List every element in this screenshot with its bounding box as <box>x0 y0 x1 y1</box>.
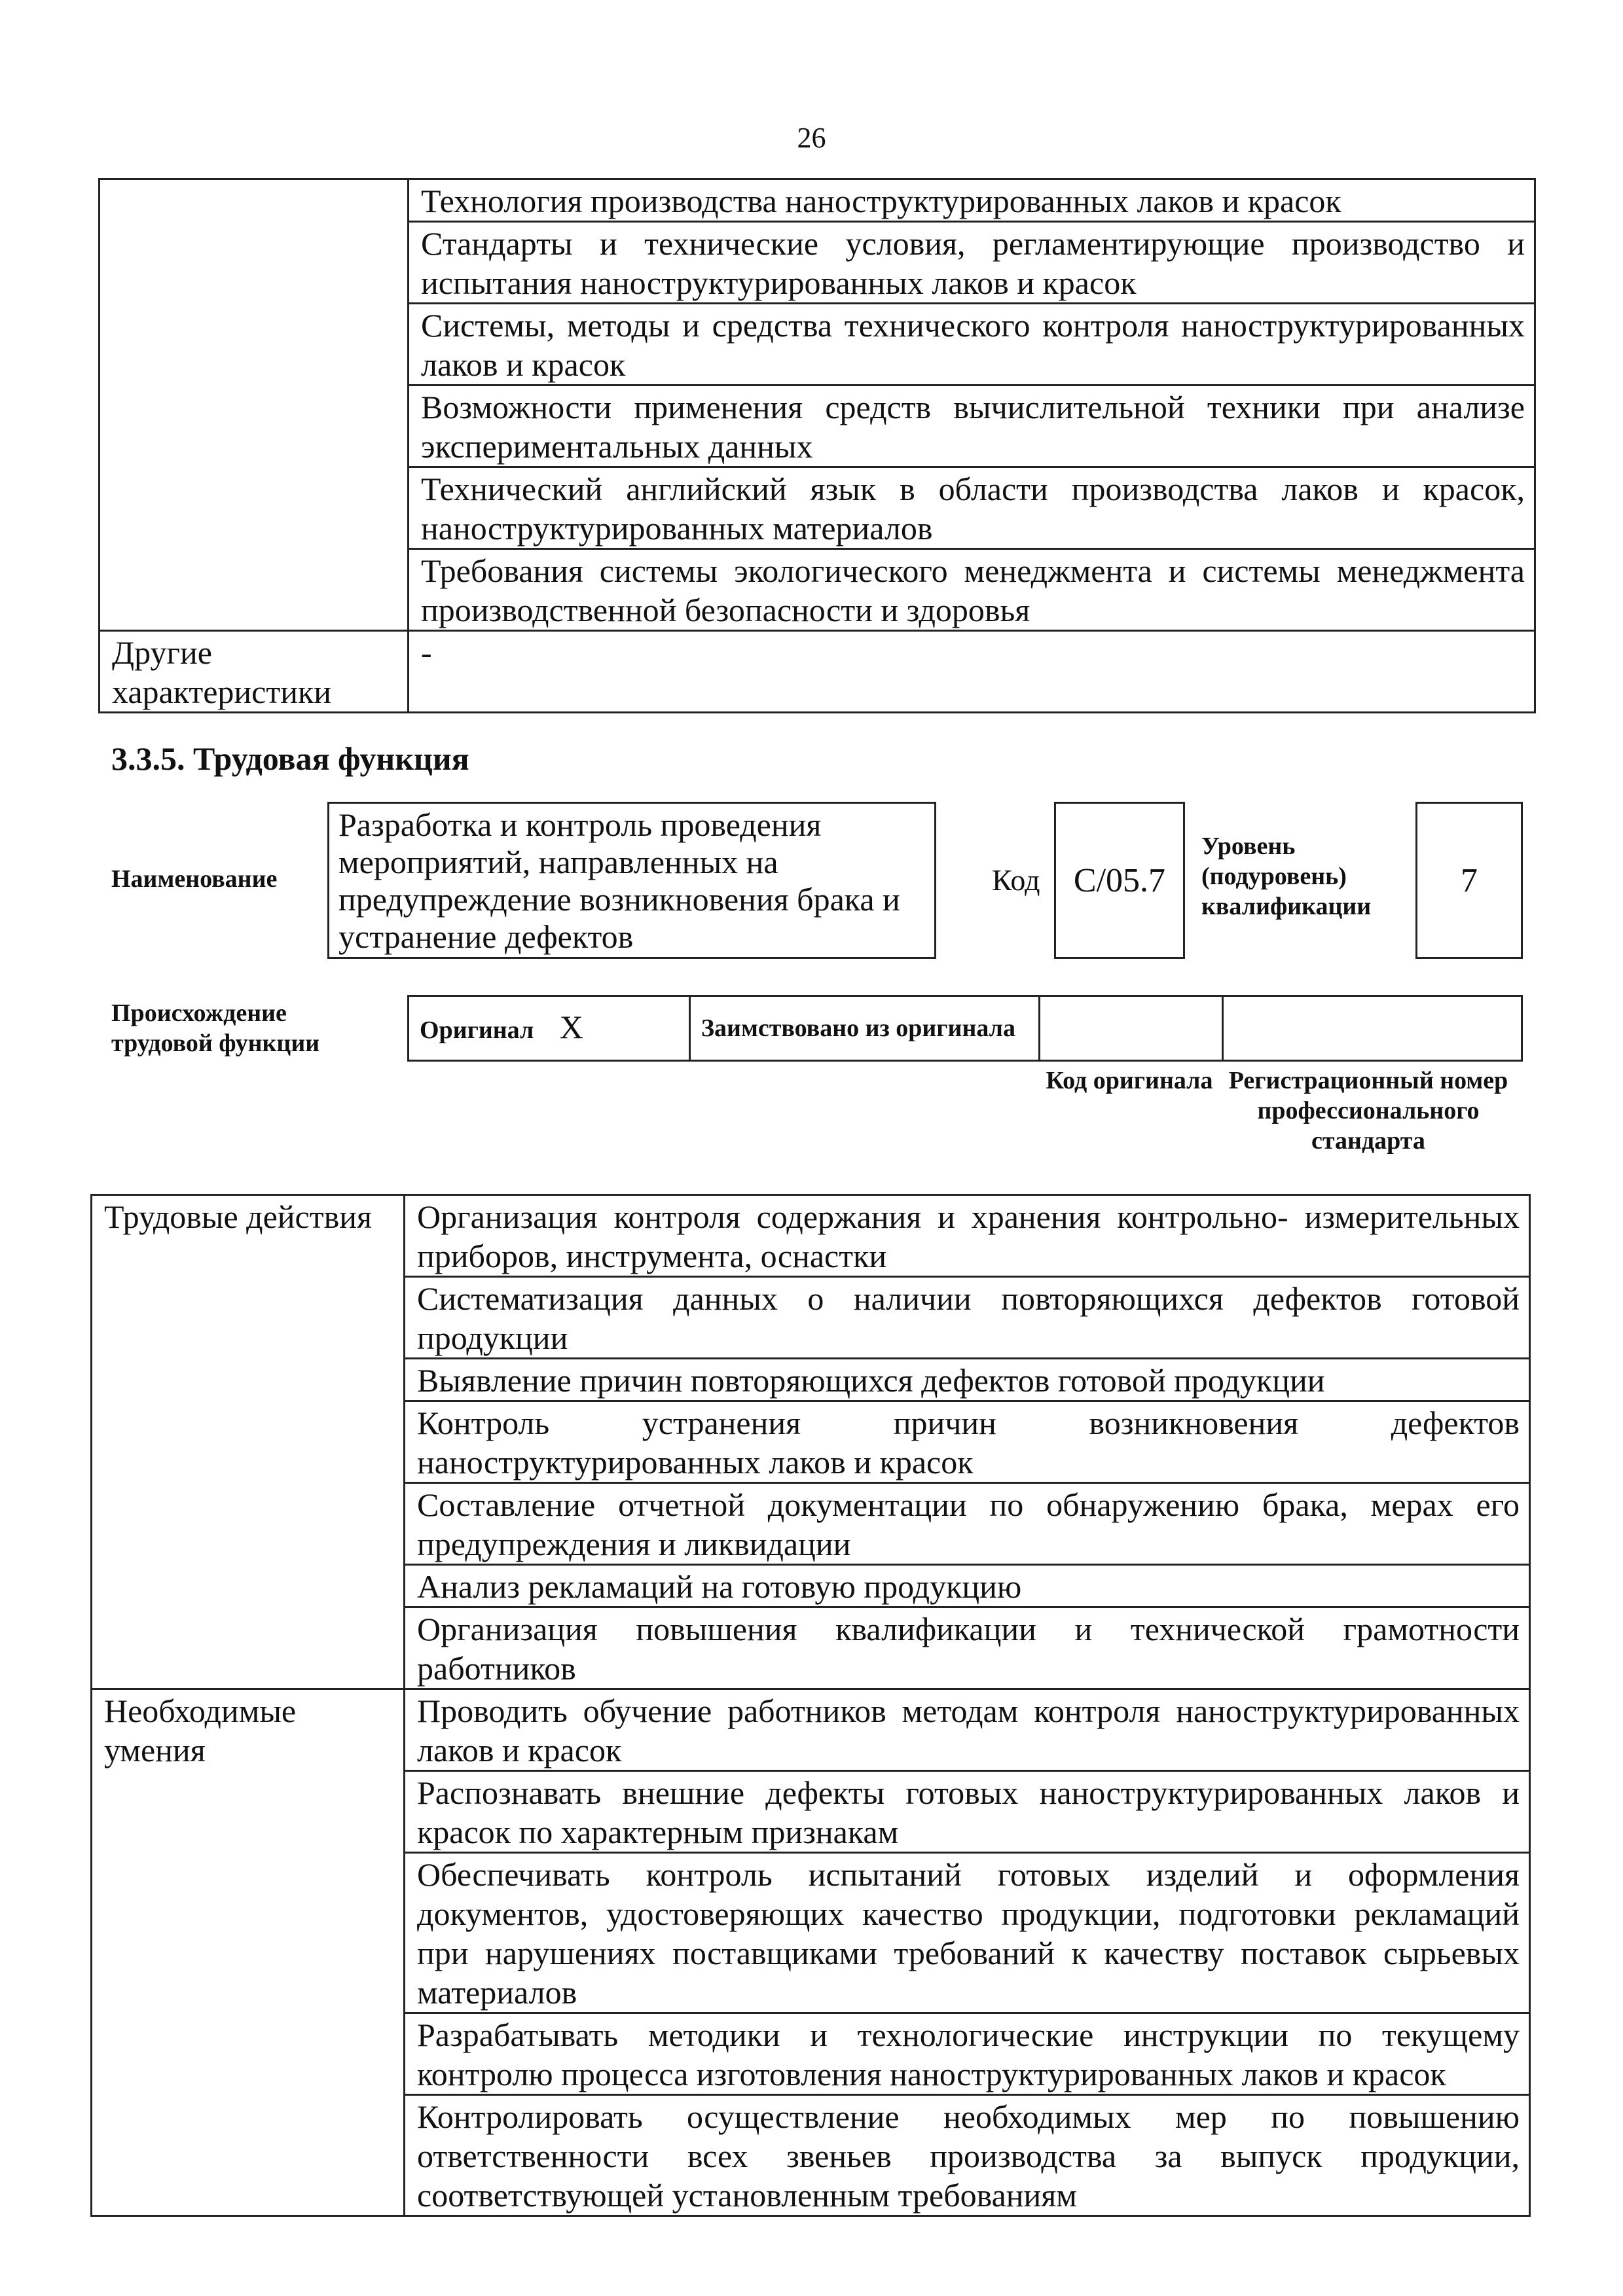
table-row <box>409 996 1522 1061</box>
level-box <box>1415 802 1523 959</box>
labor-action-item: Выявление причин повторяющихся дефектов готовой продукции <box>405 1359 1530 1401</box>
table-row <box>92 1195 1530 1277</box>
code-original-caption: Код оригинала <box>1046 1067 1213 1094</box>
empty-label-cell <box>100 179 409 631</box>
labor-action-item: Составление отчетной документации по обнаружению брака, мерах его предупреждения и ликвидации <box>405 1483 1530 1565</box>
labor-function-table <box>90 1194 1531 2217</box>
labor-action-item: Контроль устранения причин возникновения дефектов наноструктурированных лаков и красок <box>405 1401 1530 1483</box>
code-label: Код <box>992 863 1040 897</box>
code-value: C/05.7 <box>1073 861 1166 899</box>
function-name-box <box>327 802 936 959</box>
other-characteristics-value: - <box>409 631 1535 713</box>
knowledge-item: Технический английский язык в области производства лаков и красок, наноструктурированных материалов <box>409 467 1535 549</box>
knowledge-item: Технология производства наноструктурированных лаков и красок <box>409 179 1535 222</box>
table-row <box>100 631 1535 713</box>
function-name-value: Разработка и контроль проведения мероприятий, направленных на предупреждение возникновения брака и устранение дефектов <box>338 806 900 955</box>
knowledge-item: Системы, методы и средства технического контроля наноструктурированных лаков и красок <box>409 304 1535 386</box>
level-value: 7 <box>1461 861 1478 899</box>
skill-item: Разрабатывать методики и технологические инструкции по текущему контролю процесса изготовления наноструктурированных лаков и красок <box>405 2013 1530 2095</box>
labor-action-item: Систематизация данных о наличии повторяющихся дефектов готовой продукции <box>405 1277 1530 1359</box>
original-code-cell <box>1040 996 1223 1061</box>
table-row <box>100 179 1535 222</box>
skill-item: Проводить обучение работников методам контроля наноструктурированных лаков и красок <box>405 1689 1530 1771</box>
section-heading: 3.3.5. Трудовая функция <box>111 740 469 777</box>
name-label: Наименование <box>111 865 278 893</box>
knowledge-item: Возможности применения средств вычислительной техники при анализе экспериментальных данных <box>409 386 1535 467</box>
required-skills-label: Необходимые умения <box>92 1689 405 2216</box>
labor-action-item: Организация контроля содержания и хранения контрольно- измерительных приборов, инструмента, оснастки <box>405 1195 1530 1277</box>
skill-item: Распознавать внешние дефекты готовых наноструктурированных лаков и красок по характерным признакам <box>405 1771 1530 1853</box>
knowledge-table <box>98 178 1536 713</box>
borrowed-cell <box>690 996 1040 1061</box>
labor-action-item: Анализ рекламаций на готовую продукцию <box>405 1565 1530 1607</box>
origin-table <box>407 995 1523 1062</box>
labor-action-item: Организация повышения квалификации и технической грамотности работников <box>405 1607 1530 1689</box>
original-label: Оригинал <box>420 1016 534 1044</box>
level-label: Уровень (подуровень) квалификации <box>1201 833 1372 920</box>
page-number: 26 <box>797 122 826 154</box>
skill-item: Контролировать осуществление необходимых мер по повышению ответственности всех звеньев производства за выпуск продукции, соответствующей установленным требованиям <box>405 2095 1530 2216</box>
registration-number-cell <box>1223 996 1522 1061</box>
registration-number-caption: Регистрационный номер профессионального стандарта <box>1228 1067 1508 1155</box>
borrowed-label: Заимствовано из оригинала <box>701 1014 1015 1042</box>
labor-actions-label: Трудовые действия <box>92 1195 405 1689</box>
skill-item: Обеспечивать контроль испытаний готовых изделий и оформления документов, удостоверяющих качество продукции, подготовки рекламаций при нарушениях поставщиками требований к качеству поставок сырьевых материалов <box>405 1853 1530 2013</box>
other-characteristics-label: Другие характеристики <box>100 631 409 713</box>
original-mark: X <box>559 1008 583 1045</box>
code-box <box>1054 802 1185 959</box>
table-row <box>92 1689 1530 1771</box>
knowledge-item: Требования системы экологического менеджмента и системы менеджмента производственной безопасности и здоровья <box>409 549 1535 631</box>
original-cell <box>409 996 690 1061</box>
knowledge-item: Стандарты и технические условия, регламентирующие производство и испытания наноструктурированных лаков и красок <box>409 222 1535 304</box>
origin-label: Происхождение трудовой функции <box>111 999 320 1057</box>
